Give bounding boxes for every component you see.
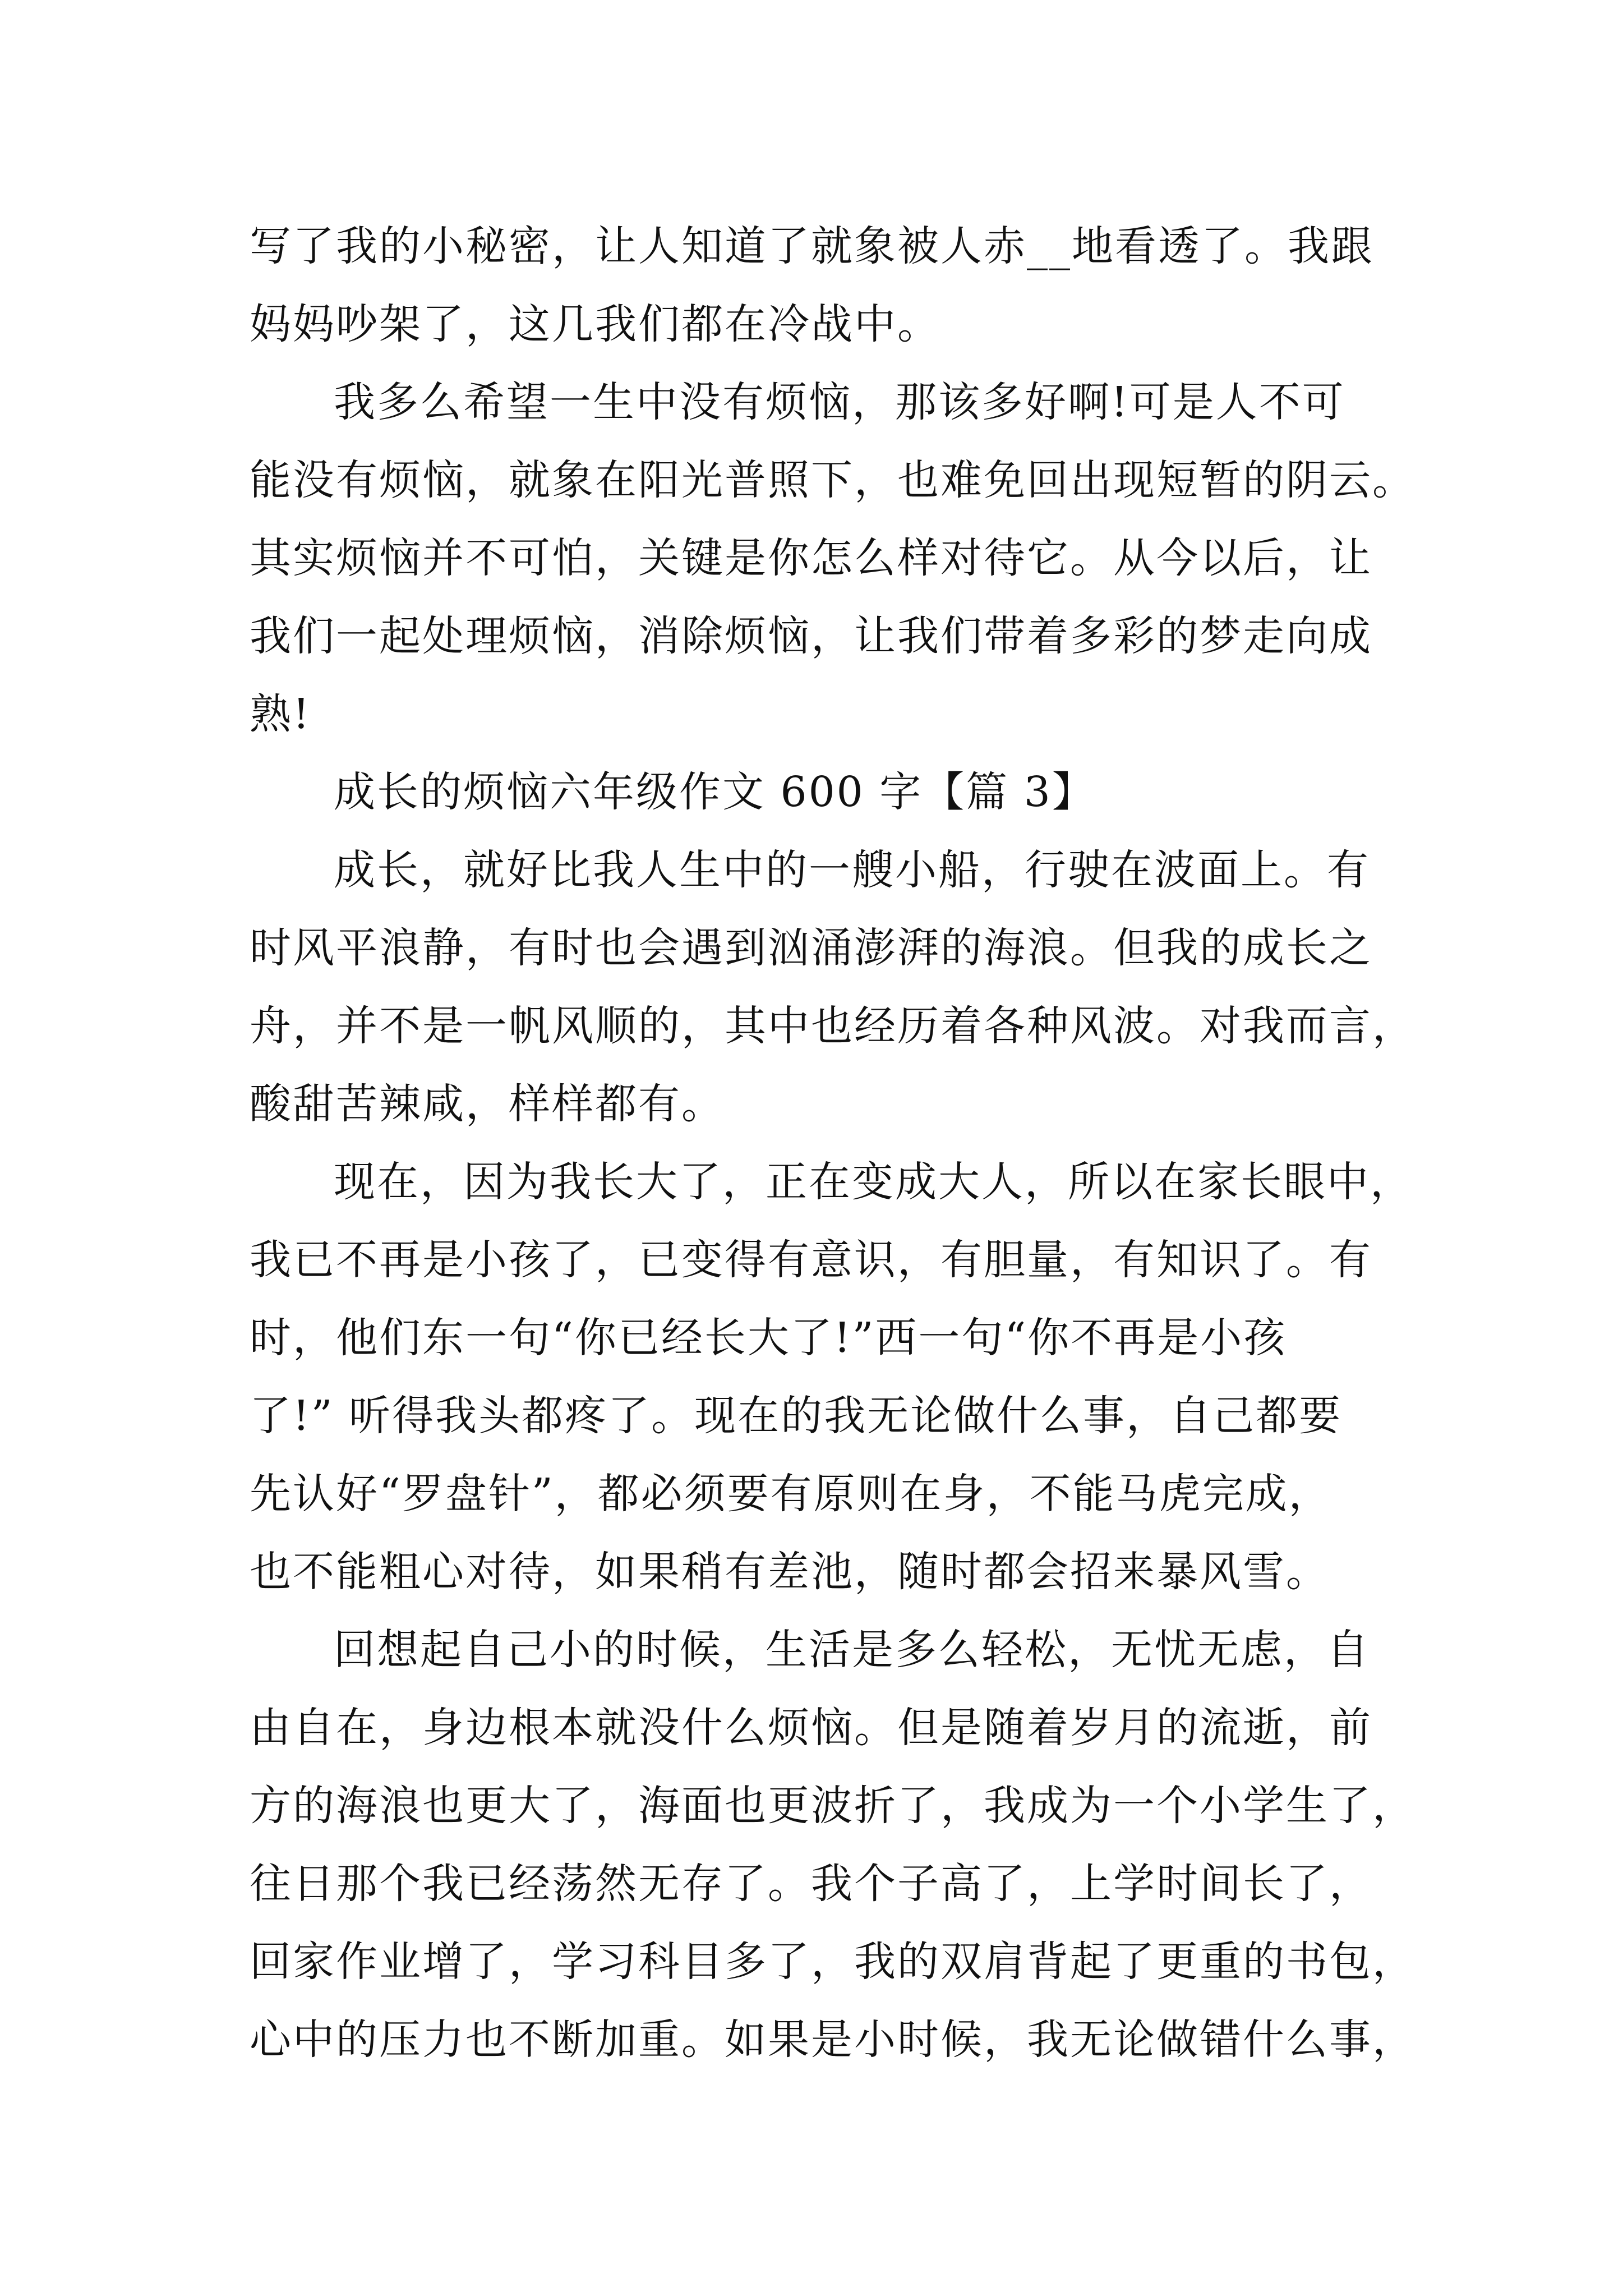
text-line: 心中的压力也不断加重。如果是小时候，我无论做错什么事， (250, 2016, 1415, 2064)
text-line: 妈妈吵架了，这几我们都在冷战中。 (250, 300, 940, 348)
text-line: 熟! (250, 690, 311, 738)
section-heading: 成长的烦恼六年级作文 600 字【篇 3】 (334, 768, 1095, 816)
text-line: 能没有烦恼，就象在阳光普照下，也难免回出现短暂的阴云。 (250, 456, 1415, 504)
text-line: 舟，并不是一帆风顺的，其中也经历着各种风波。对我而言， (250, 1002, 1415, 1050)
text-line: 我已不再是小孩了，已变得有意识，有胆量，有知识了。有 (250, 1236, 1372, 1284)
text-line: 由自在，身边根本就没什么烦恼。但是随着岁月的流逝，前 (250, 1704, 1372, 1752)
paragraph-first-line: 回想起自己小的时候，生活是多么轻松，无忧无虑，自 (334, 1626, 1370, 1674)
text-line: 往日那个我已经荡然无存了。我个子高了，上学时间长了， (250, 1860, 1372, 1908)
paragraph-first-line: 我多么希望一生中没有烦恼，那该多好啊!可是人不可 (334, 378, 1345, 426)
text-line: 了!” 听得我头都疼了。现在的我无论做什么事，自己都要 (250, 1392, 1343, 1440)
text-line: 也不能粗心对待，如果稍有差池，随时都会招来暴风雪。 (250, 1548, 1329, 1596)
text-line: 先认好“罗盘针”，都必须要有原则在身，不能马虎完成， (250, 1470, 1332, 1518)
text-line: 时风平浪静，有时也会遇到汹涌澎湃的海浪。但我的成长之 (250, 924, 1372, 972)
text-line: 写了我的小秘密，让人知道了就象被人赤__地看透了。我跟 (250, 222, 1374, 270)
text-line: 方的海浪也更大了，海面也更波折了，我成为一个小学生了， (250, 1782, 1415, 1830)
text-line: 时，他们东一句“你已经长大了!”西一句“你不再是小孩 (250, 1314, 1287, 1362)
text-line: 回家作业增了，学习科目多了，我的双肩背起了更重的书包， (250, 1938, 1415, 1986)
text-line: 其实烦恼并不可怕，关键是你怎么样对待它。从今以后，让 (250, 534, 1372, 582)
essay-body (250, 208, 1415, 2079)
paragraph-first-line: 成长，就好比我人生中的一艘小船，行驶在波面上。有 (334, 846, 1370, 894)
paragraph-first-line: 现在，因为我长大了，正在变成大人，所以在家长眼中， (334, 1158, 1413, 1206)
text-line: 酸甜苦辣咸，样样都有。 (250, 1080, 725, 1128)
text-line: 我们一起处理烦恼，消除烦恼，让我们带着多彩的梦走向成 (250, 612, 1372, 660)
